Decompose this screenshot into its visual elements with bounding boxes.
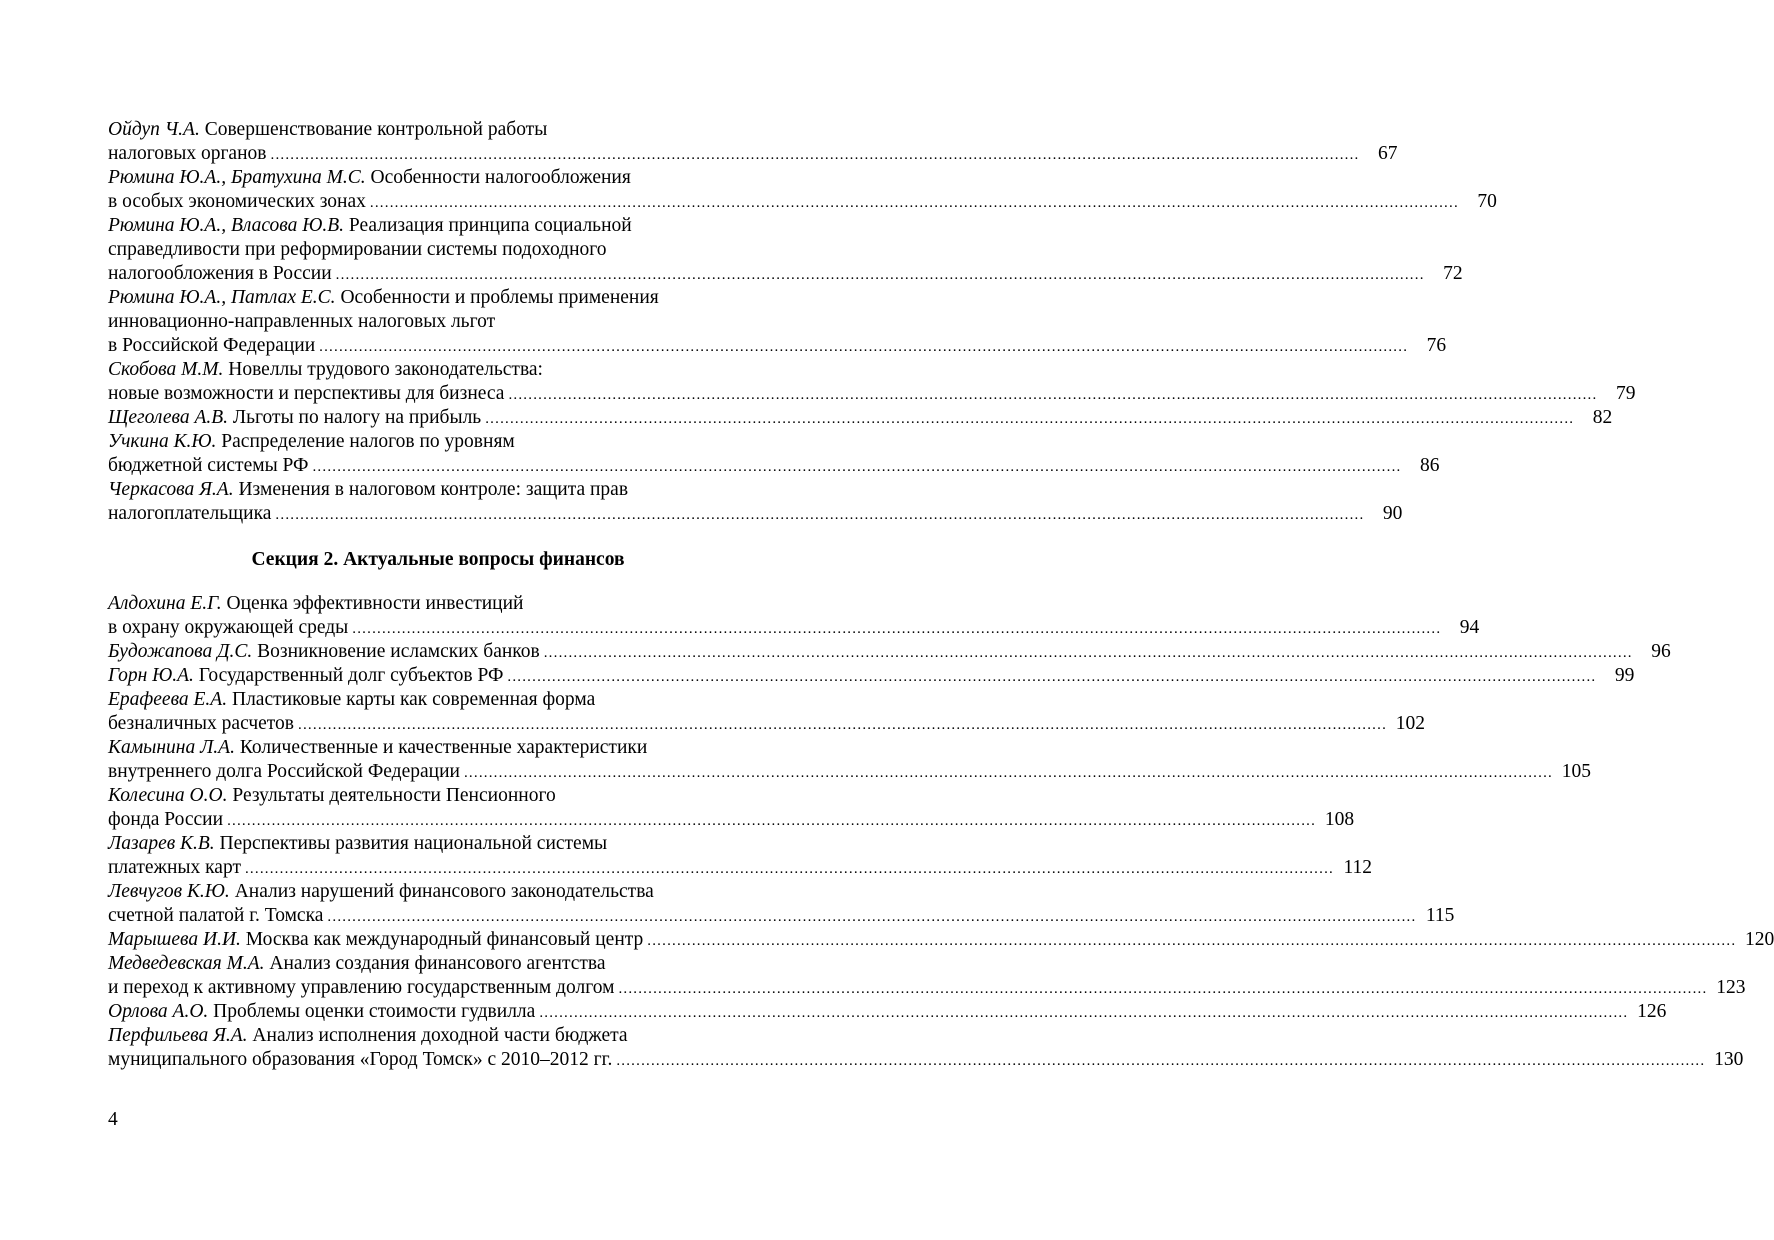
entry-title-text: бюджетной системы РФ [108, 455, 309, 476]
entry-last-text [108, 712, 294, 736]
entry-author: Лазарев К.В. [108, 833, 215, 854]
entry-author: Ерафеева Е.А. [108, 689, 228, 710]
entry-page-number: 94 [1459, 617, 1480, 638]
entry-page-number: 112 [1343, 857, 1372, 878]
toc-entry [108, 478, 1403, 526]
entry-title-text: безналичных расчетов [108, 713, 295, 734]
toc-entry [108, 880, 1455, 928]
entry-title-text: Анализ создания финансового агентства [269, 953, 606, 974]
entry-title-text: новые возможности и перспективы для бизнеса [108, 383, 505, 404]
toc-entry [108, 406, 1613, 430]
entry-title-text: налогоплательщика [108, 503, 272, 524]
entry-title-text: счетной палатой г. Томска [108, 905, 324, 926]
entry-title-line [108, 286, 766, 310]
entry-title-line [108, 478, 766, 502]
entry-author: Учкина К.Ю. [108, 431, 217, 452]
entry-last-text [108, 856, 241, 880]
toc-entry [108, 430, 1440, 478]
dot-leader: ............................................................................................................................................................................................................................ [327, 909, 1417, 925]
dot-leader: ............................................................................................................................................................................................................................ [616, 1053, 1706, 1069]
entry-title-text: фонда России [108, 809, 224, 830]
toc-entry [108, 640, 1671, 664]
entry-title-text: Возникновение исламских банков [257, 641, 540, 662]
entry-title-text: Перспективы развития национальной системы [219, 833, 608, 854]
toc-entry [108, 664, 1635, 688]
entry-page-number: 120 [1745, 929, 1774, 950]
entry-author: Медведевская М.А. [108, 953, 265, 974]
entry-last-line [108, 712, 1426, 736]
toc-entry [108, 1024, 1744, 1072]
entry-title-text: Совершенствование контрольной работы [204, 119, 548, 140]
dot-leader: ............................................................................................................................................................................................................................ [335, 267, 1425, 283]
entry-page-number: 79 [1615, 383, 1636, 404]
entry-title-line [108, 1024, 766, 1048]
entry-last-text [108, 616, 348, 640]
entry-last-text [108, 760, 460, 784]
entry-author: Алдохина Е.Г. [108, 593, 222, 614]
entry-author: Скобова М.М. [108, 359, 224, 380]
entry-last-line [108, 616, 1480, 640]
entry-title-text: муниципального образования «Город Томск» с 2010–2012 гг. [108, 1049, 613, 1070]
entry-title-text: Анализ исполнения доходной части бюджета [252, 1025, 628, 1046]
entry-page-number: 115 [1425, 905, 1455, 926]
entry-title-line [108, 592, 766, 616]
entry-page-number: 76 [1426, 335, 1447, 356]
dot-leader: ............................................................................................................................................................................................................................ [319, 339, 1409, 355]
entry-title-text: Льготы по налогу на прибыль [232, 407, 482, 428]
entry-last-text [108, 190, 366, 214]
entry-last-line [108, 382, 1636, 406]
dot-leader: ............................................................................................................................................................................................................................ [485, 411, 1575, 427]
entry-last-line [108, 454, 1440, 478]
entry-title-text: Реализация принципа социальной [348, 215, 632, 236]
entry-last-text [108, 334, 315, 358]
entry-title-text: Изменения в налоговом контроле: защита прав [238, 479, 629, 500]
entry-title-line [108, 952, 766, 976]
entry-title-line [108, 736, 766, 760]
dot-leader: ............................................................................................................................................................................................................................ [270, 147, 1360, 163]
entry-last-line [108, 1000, 1667, 1024]
entry-author: Перфильева Я.А. [108, 1025, 248, 1046]
entry-page-number: 108 [1324, 809, 1355, 830]
entry-last-line [108, 640, 1671, 664]
entry-last-line [108, 976, 1746, 1000]
dot-leader: ............................................................................................................................................................................................................................ [244, 861, 1334, 877]
entry-author: Рюмина Ю.А., Братухина М.С. [108, 167, 366, 188]
toc-entry [108, 286, 1447, 358]
entry-title-text: налоговых органов [108, 143, 267, 164]
entry-last-line [108, 808, 1355, 832]
entry-title-line [108, 832, 766, 856]
entry-page-number: 123 [1716, 977, 1746, 998]
toc-entry [108, 952, 1746, 1000]
entry-last-line [108, 142, 1398, 166]
toc-section-2 [108, 592, 1774, 1072]
toc-entry [108, 214, 1463, 286]
toc-entry [108, 736, 1591, 784]
entry-page-number: 72 [1443, 263, 1463, 284]
entry-title-text: Распределение налогов по уровням [221, 431, 515, 452]
entry-last-line [108, 406, 1613, 430]
entry-title-text: Проблемы оценки стоимости гудвилла [213, 1001, 536, 1022]
entry-author: Левчугов К.Ю. [108, 881, 230, 902]
entry-last-text [108, 142, 267, 166]
entry-last-line [108, 334, 1447, 358]
entry-author: Щеголева А.В. [108, 407, 229, 428]
dot-leader: ............................................................................................................................................................................................................................ [312, 459, 1402, 475]
entry-page-number: 86 [1419, 455, 1440, 476]
entry-author: Рюмина Ю.А., Власова Ю.В. [108, 215, 345, 236]
entry-page-number: 67 [1378, 143, 1398, 164]
entry-last-text [108, 1048, 612, 1072]
toc-entry [108, 784, 1355, 832]
entry-author: Орлова А.О. [108, 1001, 209, 1022]
entry-title-line [108, 784, 766, 808]
entry-title-line [108, 430, 766, 454]
entry-last-line [108, 760, 1591, 784]
entry-last-text [108, 664, 503, 688]
section-2-title: Секция 2. Актуальные вопросы финансов [251, 549, 625, 570]
toc-section-1 [108, 118, 1636, 526]
dot-leader: ............................................................................................................................................................................................................................ [352, 621, 1442, 637]
dot-leader: ............................................................................................................................................................................................................................ [543, 645, 1633, 661]
entry-title-line [108, 166, 766, 190]
entry-author: Камынина Л.А. [108, 737, 235, 758]
toc-entry [108, 928, 1774, 952]
dot-leader: ............................................................................................................................................................................................................................ [275, 507, 1365, 523]
entry-title-text: в особых экономических зонах [108, 191, 366, 212]
entry-last-line [108, 262, 1463, 286]
dot-leader: ............................................................................................................................................................................................................................ [227, 813, 1317, 829]
entry-last-text [108, 808, 223, 832]
entry-title-text: в охрану окружающей среды [108, 617, 349, 638]
dot-leader: ............................................................................................................................................................................................................................ [298, 717, 1388, 733]
entry-author: Ойдуп Ч.А. [108, 119, 200, 140]
entry-title-text: Государственный долг субъектов РФ [198, 665, 504, 686]
entry-last-line [108, 664, 1635, 688]
dot-leader: ............................................................................................................................................................................................................................ [508, 387, 1598, 403]
entry-title-text: Анализ нарушений финансового законодательства [234, 881, 654, 902]
toc-entry [108, 118, 1398, 166]
entry-last-line [108, 502, 1403, 526]
entry-title-line [108, 880, 766, 904]
entry-last-line [108, 1048, 1744, 1072]
dot-leader: ............................................................................................................................................................................................................................ [618, 981, 1708, 997]
page-number: 4 [108, 1109, 118, 1130]
entry-title-line: справедливости при реформировании системы подоходного [108, 239, 607, 260]
entry-page-number: 99 [1614, 665, 1635, 686]
entry-title-text: Количественные и качественные характеристики [239, 737, 648, 758]
entry-last-text [108, 502, 271, 526]
entry-last-line [108, 190, 1497, 214]
entry-last-text [108, 928, 643, 952]
entry-title-text: внутреннего долга Российской Федерации [108, 761, 460, 782]
entry-last-text [108, 382, 504, 406]
toc-entry [108, 592, 1480, 640]
entry-title-line [108, 118, 766, 142]
dot-leader: ............................................................................................................................................................................................................................ [369, 195, 1459, 211]
entry-last-text [108, 1000, 535, 1024]
entry-page-number: 126 [1637, 1001, 1667, 1022]
dot-leader: ............................................................................................................................................................................................................................ [507, 669, 1597, 685]
entry-title-line: инновационно-направленных налоговых льгот [108, 311, 496, 332]
entry-author: Марышева И.И. [108, 929, 241, 950]
entry-last-text [108, 262, 332, 286]
entry-page-number: 82 [1592, 407, 1613, 428]
toc-entry [108, 1000, 1667, 1024]
entry-page-number: 90 [1382, 503, 1403, 524]
entry-title-line [108, 358, 766, 382]
dot-leader: ............................................................................................................................................................................................................................ [463, 765, 1553, 781]
entry-page-number: 105 [1561, 761, 1591, 782]
entry-title-line [108, 688, 766, 712]
entry-title-text: в Российской Федерации [108, 335, 316, 356]
entry-page-number: 130 [1714, 1049, 1744, 1070]
entry-last-text [108, 406, 481, 430]
dot-leader: ............................................................................................................................................................................................................................ [647, 933, 1737, 949]
entry-author: Черкасова Я.А. [108, 479, 234, 500]
toc-entry [108, 832, 1372, 880]
entry-title-text: Особенности и проблемы применения [340, 287, 659, 308]
entry-author: Рюмина Ю.А., Патлах Е.С. [108, 287, 336, 308]
entry-title-text: Особенности налогообложения [370, 167, 631, 188]
dot-leader: ............................................................................................................................................................................................................................ [539, 1005, 1629, 1021]
entry-title-line [108, 214, 766, 238]
entry-title-text: и переход к активному управлению государственным долгом [108, 977, 615, 998]
entry-title-text: Пластиковые карты как современная форма [231, 689, 596, 710]
entry-last-text [108, 454, 308, 478]
entry-title-text: Новеллы трудового законодательства: [228, 359, 543, 380]
entry-last-line [108, 928, 1774, 952]
entry-author: Горн Ю.А. [108, 665, 194, 686]
entry-last-text [108, 904, 323, 928]
entry-title-text: налогообложения в России [108, 263, 332, 284]
entry-last-text [108, 976, 614, 1000]
entry-last-line [108, 904, 1455, 928]
entry-last-line [108, 856, 1372, 880]
entry-page-number: 70 [1477, 191, 1497, 212]
entry-title-text: Москва как международный финансовый центр [245, 929, 644, 950]
entry-page-number: 102 [1395, 713, 1426, 734]
toc-entry [108, 358, 1636, 406]
entry-page-number: 96 [1651, 641, 1671, 662]
entry-author: Будожапова Д.С. [108, 641, 253, 662]
entry-title-text: Оценка эффективности инвестиций [226, 593, 524, 614]
entry-author: Колесина О.О. [108, 785, 228, 806]
entry-title-text: Результаты деятельности Пенсионного [232, 785, 556, 806]
entry-title-text: платежных карт [108, 857, 241, 878]
entry-last-text [108, 640, 540, 664]
toc-entry [108, 166, 1497, 214]
toc-entry [108, 688, 1426, 736]
